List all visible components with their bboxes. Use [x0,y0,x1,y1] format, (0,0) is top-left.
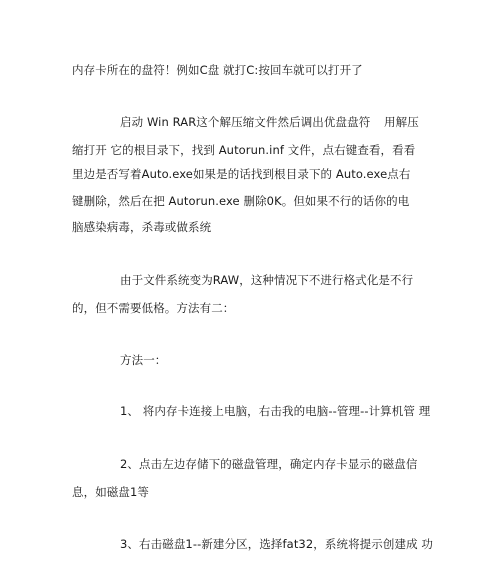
paragraph-line: 的，但不需要低格。方法有二： [72,301,235,315]
section-heading: 方法一： [120,353,167,367]
paragraph-line: 1、 将内存卡连接上电脑，右击我的电脑--管理--计算机管 理 [120,404,431,418]
paragraph-line: 由于文件系统变为RAW，这种情况下不进行格式化是不行 [120,273,414,287]
paragraph-line: 启动 Win RAR这个解压缩文件然后调出优盘盘符 [120,115,371,129]
paragraph-line: 键删除，然后在把 Autorun.exe 删除0K。但如果不行的话你的电 [72,194,410,208]
paragraph-line: 内存卡所在的盘符！例如C盘 就打C:按回车就可以打开了 [72,63,363,77]
paragraph-line: 里边是否写着Auto.exe如果是的话找到根目录下的 Auto.exe点右 [72,167,411,181]
paragraph-line: 2、点击左边存储下的磁盘管理，确定内存卡显示的磁盘信 [120,457,418,471]
paragraph-line: 息，如磁盘1等 [72,485,150,499]
paragraph-line: 3、右击磁盘1--新建分区，选择fat32，系统将提示创建成 功 [120,537,434,551]
paragraph-line: 用解压 [384,115,419,129]
paragraph-line: 缩打开 它的根目录下，找到 Autorun.inf 文件，点右键查看，看看 [72,143,416,157]
paragraph-line: 脑感染病毒，杀毒或做系统 [72,220,212,234]
